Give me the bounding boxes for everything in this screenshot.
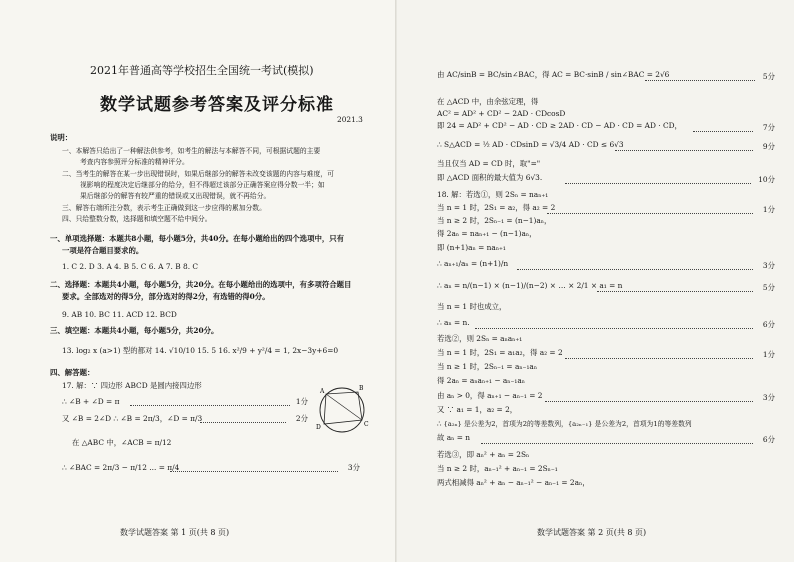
solution-line: ∴ S△ACD = ½ AD · CDsinD = √3/4 AD · CD ≤ 6√3 bbox=[437, 140, 624, 149]
solution-line: ∴ {a₂ₙ} 是公差为2，首项为2的等差数列，{a₂ₙ₋₁} 是公差为2，首项为1的等差数列 bbox=[437, 420, 692, 428]
score-points: 10分 bbox=[758, 175, 775, 184]
exam-title: 2021年普通高等学校招生全国统一考试(模拟) bbox=[90, 64, 314, 77]
score-points: 6分 bbox=[762, 435, 775, 444]
score-points: 2分 bbox=[295, 414, 308, 423]
diagonal-line bbox=[326, 394, 362, 420]
solution-line: AC² = AD² + CD² − 2AD · CDcosD bbox=[437, 109, 566, 118]
leader-dots bbox=[547, 213, 753, 214]
section-3-answers: 13. log₂ x (a>1) 型的都对 14. √10/10 15. 5 16. x²/9 + y²/4 = 1, 2x−3y+6=0 bbox=[62, 346, 339, 355]
score-points: 6分 bbox=[762, 320, 775, 329]
solution-line: 当 n = 1 时，2S₁ = a₂，得 a₂ = 2 bbox=[437, 203, 556, 212]
inscribed-quadrilateral-figure bbox=[310, 380, 374, 438]
solution-line: 18. 解：若选①，则 2Sₙ = naₙ₊₁ bbox=[437, 190, 549, 199]
solution-line: 又 ∵ a₁ = 1，a₂ = 2， bbox=[437, 405, 518, 414]
leader-dots bbox=[597, 291, 753, 292]
score-points: 3分 bbox=[762, 393, 775, 402]
leader-dots bbox=[645, 80, 755, 81]
document-date: 2021.3 bbox=[337, 115, 363, 124]
solution-line: 当且仅当 AD = CD 时，取"=" bbox=[437, 159, 541, 168]
solution-line: 即 24 = AD² + CD² − AD · CD ≥ 2AD · CD − AD · CD = AD · CD， bbox=[437, 121, 682, 130]
leader-dots bbox=[170, 471, 338, 472]
notes-heading: 说明： bbox=[50, 133, 73, 142]
solution-line: 当 n = 1 时也成立， bbox=[437, 302, 507, 311]
solution-line: 故 aₙ = n bbox=[437, 433, 470, 442]
score-points: 5分 bbox=[762, 283, 775, 292]
q17-line: ∴ ∠BAC = 2π/3 − π/12 ... = π/4 bbox=[62, 463, 180, 472]
leader-dots bbox=[475, 328, 753, 329]
section-1-answers: 1. C 2. D 3. A 4. B 5. C 6. A 7. B 8. C bbox=[62, 262, 199, 271]
section-1-title: 一、单项选择题：本题共8小题，每小题5分，共40分。在每小题给出的四个选项中，只有 bbox=[50, 234, 345, 243]
section-2-answers: 9. AB 10. BC 11. ACD 12. BCD bbox=[62, 310, 177, 319]
leader-dots bbox=[200, 422, 286, 423]
score-points: 9分 bbox=[762, 142, 775, 151]
solution-line: 若选②，则 2Sₙ = aₙaₙ₊₁ bbox=[437, 334, 523, 343]
vertex-label: C bbox=[364, 421, 369, 428]
solution-line: ∴ aₙ = n. bbox=[437, 318, 470, 327]
leader-dots bbox=[545, 401, 753, 402]
leader-dots bbox=[565, 183, 751, 184]
solution-line: ∴ aₙ = n/(n−1) × (n−1)/(n−2) × … × 2/1 × a₁ = n bbox=[437, 281, 623, 290]
vertex-label: A bbox=[320, 388, 325, 395]
leader-dots bbox=[517, 269, 753, 270]
q17-line: 又 ∠B = 2∠D ∴ ∠B = 2π/3，∠D = π/3 bbox=[62, 414, 203, 423]
page-footer: 数学试题答案 第 1 页(共 8 页) bbox=[120, 528, 230, 537]
leader-dots bbox=[130, 405, 290, 406]
solution-line: 即 (n+1)aₙ = naₙ₊₁ bbox=[437, 243, 506, 252]
section-1-title-cont: 一项是符合题目要求的。 bbox=[62, 246, 144, 255]
leader-dots bbox=[693, 131, 753, 132]
vertex-label: B bbox=[359, 385, 364, 392]
solution-line: 得 2aₙ = aₙaₙ₊₁ − aₙ₋₁aₙ bbox=[437, 376, 525, 385]
solution-line: 由 AC/sinB = BC/sin∠BAC，得 AC = BC·sinB / sin∠BAC = 2√6 bbox=[437, 70, 670, 79]
q17-line: 在 △ABC 中，∠ACB = π/12 bbox=[72, 438, 172, 447]
solution-line: 当 n ≥ 2 时，aₙ₋₁² + aₙ₋₁ = 2Sₙ₋₁ bbox=[437, 464, 558, 473]
solution-line: 两式相减得 aₙ² + aₙ − aₙ₋₁² − aₙ₋₁ = 2aₙ， bbox=[437, 478, 590, 487]
q17-line: ∴ ∠B + ∠D = π bbox=[62, 397, 120, 406]
solution-line: 若选③，即 aₙ² + aₙ = 2Sₙ bbox=[437, 450, 530, 459]
score-points: 3分 bbox=[347, 463, 360, 472]
score-points: 7分 bbox=[762, 123, 775, 132]
section-2-title-cont: 要求。全部选对的得5分，部分选对的得2分，有选错的得0分。 bbox=[62, 292, 270, 301]
note-line: 果后继部分的解答有较严重的错误或又出现错误，就不再给分。 bbox=[80, 192, 271, 200]
solution-line: 当 n ≥ 1 时，2Sₙ₋₁ = aₙ₋₁aₙ bbox=[437, 362, 538, 371]
page-footer: 数学试题答案 第 2 页(共 8 页) bbox=[537, 528, 647, 537]
score-points: 1分 bbox=[295, 397, 308, 406]
leader-dots bbox=[615, 150, 753, 151]
section-4-title: 四、解答题： bbox=[50, 368, 95, 377]
solution-line: 得 2aₙ = naₙ₊₁ − (n−1)aₙ， bbox=[437, 229, 537, 238]
note-line: 视影响的程度决定后继部分的给分，但不得超过该部分正确答案应得分数一半；如 bbox=[80, 181, 325, 189]
leader-dots bbox=[481, 443, 753, 444]
leader-dots bbox=[565, 358, 753, 359]
note-line: 一、本解答只给出了一种解法供参考，如考生的解法与本解答不同，可根据试题的主要 bbox=[62, 147, 321, 155]
solution-line: 即 △ACD 面积的最大值为 6√3. bbox=[437, 173, 543, 182]
solution-line: 当 n = 1 时，2S₁ = a₁a₂，得 a₂ = 2 bbox=[437, 348, 563, 357]
solution-line: ∴ aₙ₊₁/aₙ = (n+1)/n bbox=[437, 259, 509, 268]
note-line: 考查内容参照评分标准的精神评分。 bbox=[80, 158, 189, 166]
score-points: 1分 bbox=[762, 205, 775, 214]
page-title: 数学试题参考答案及评分标准 bbox=[100, 95, 334, 115]
score-points: 5分 bbox=[762, 72, 775, 81]
solution-line: 当 n ≥ 2 时，2Sₙ₋₁ = (n−1)aₙ， bbox=[437, 216, 552, 225]
solution-line: 在 △ACD 中，由余弦定理，得 bbox=[437, 97, 539, 106]
score-points: 3分 bbox=[762, 261, 775, 270]
section-3-title: 三、填空题：本题共4小题，每小题5分，共20分。 bbox=[50, 326, 219, 335]
solution-line: 由 aₙ > 0，得 aₙ₊₁ − aₙ₋₁ = 2 bbox=[437, 391, 543, 400]
note-line: 三、解答右端所注分数，表示考生正确做到这一步应得的累加分数。 bbox=[62, 204, 266, 212]
score-points: 1分 bbox=[762, 350, 775, 359]
section-2-title: 二、选择题：本题共4小题，每小题5分，共20分。在每小题给出的选项中，有多项符合题目 bbox=[50, 280, 352, 289]
q17-line: 17. 解：∵ 四边形 ABCD 是圆内接四边形 bbox=[62, 381, 202, 390]
note-line: 四、只给整数分数，选择题和填空题不给中间分。 bbox=[62, 215, 212, 223]
vertex-label: D bbox=[316, 424, 321, 431]
note-line: 二、当考生的解答在某一步出现错误时，如果后继部分的解答未改变该题的内容与难度，可 bbox=[62, 170, 334, 178]
answer-page-2 bbox=[397, 0, 794, 562]
